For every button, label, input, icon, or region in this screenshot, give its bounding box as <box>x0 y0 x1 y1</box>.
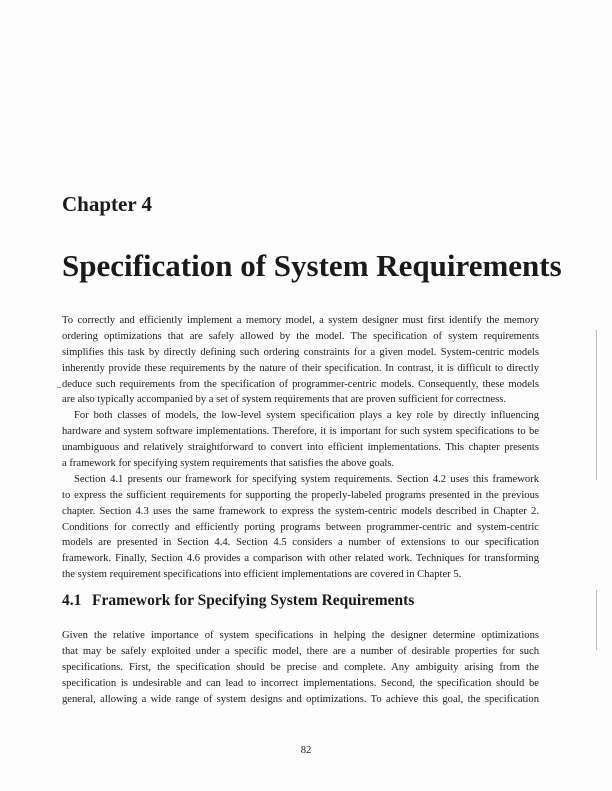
text-line: ordering optimizations that are safely allowed by the model. The specification of system requirements <box>62 330 539 342</box>
text-line: to express the sufficient requirements for supporting the properly-labeled programs presented in the previous <box>62 489 539 501</box>
text-line: deduce such requirements from the specification of programmer-centric models. Consequently, these models <box>62 378 539 390</box>
text-line: For both classes of models, the low-level system specification plays a key role by directly influencing <box>74 410 539 422</box>
scan-edge <box>596 590 597 650</box>
text-line: specifications. First, the specification should be precise and complete. Any ambiguity arising from the <box>62 661 539 673</box>
page-number: 82 <box>300 745 312 756</box>
text-line: inherently provide these requirements by the nature of their specification. In contrast, it is difficult to directly <box>62 362 539 374</box>
text-line: Given the relative importance of system specifications in helping the designer determine optimizations <box>62 630 539 641</box>
scan-mark <box>57 387 61 388</box>
text-line: general, allowing a wide range of system designs and optimizations. To achieve this goal, the specification <box>62 693 539 705</box>
text-line: the system requirement specifications into efficient implementations are covered in Chapter 5. <box>62 569 462 581</box>
intro-text <box>62 313 539 583</box>
text-line: Conditions for correctly and efficiently porting programs between programmer-centric and system-centric <box>62 521 539 533</box>
text-line: unambiguous and relatively straightforward to convert into efficient implementations. This chapter presents <box>62 442 539 454</box>
section-title: Framework for Specifying System Requirements <box>92 592 415 609</box>
section-heading <box>62 592 414 610</box>
text-line: hardware and system software implementations. Therefore, it is important for such system specifications to be <box>62 426 539 438</box>
section-body-text <box>62 628 539 707</box>
chapter-label: Chapter 4 <box>62 192 153 216</box>
text-line: To correctly and efficiently implement a memory model, a system designer must first identify the memory <box>62 315 539 326</box>
chapter-title: Specification of System Requirements <box>62 248 562 283</box>
section-number: 4.1 <box>62 592 82 609</box>
scan-edge <box>596 330 597 480</box>
text-line: Section 4.1 presents our framework for specifying system requirements. Section 4.2 uses this framework <box>74 473 539 485</box>
text-line: chapter. Section 4.3 uses the same framework to express the system-centric models described in Chapter 2. <box>62 505 539 517</box>
text-line: simplifies this task by directly defining such ordering constraints for a given model. System-centric models <box>62 346 539 358</box>
text-line: are also typically accompanied by a set of system requirements that are proven sufficient for correctness. <box>62 394 506 406</box>
text-line: a framework for specifying system requirements that satisfies the above goals. <box>62 458 395 470</box>
text-line: that may be safely exploited under a specific model, there are a number of desirable properties for such <box>62 645 539 657</box>
text-line: specification is undesirable and can lead to incorrect implementations. Second, the specification should be <box>62 677 539 689</box>
text-line: framework. Finally, Section 4.6 provides a comparison with other related work. Techniques for transforming <box>62 553 539 565</box>
text-line: models are presented in Section 4.4. Section 4.5 considers a number of extensions to our specification <box>62 537 539 549</box>
